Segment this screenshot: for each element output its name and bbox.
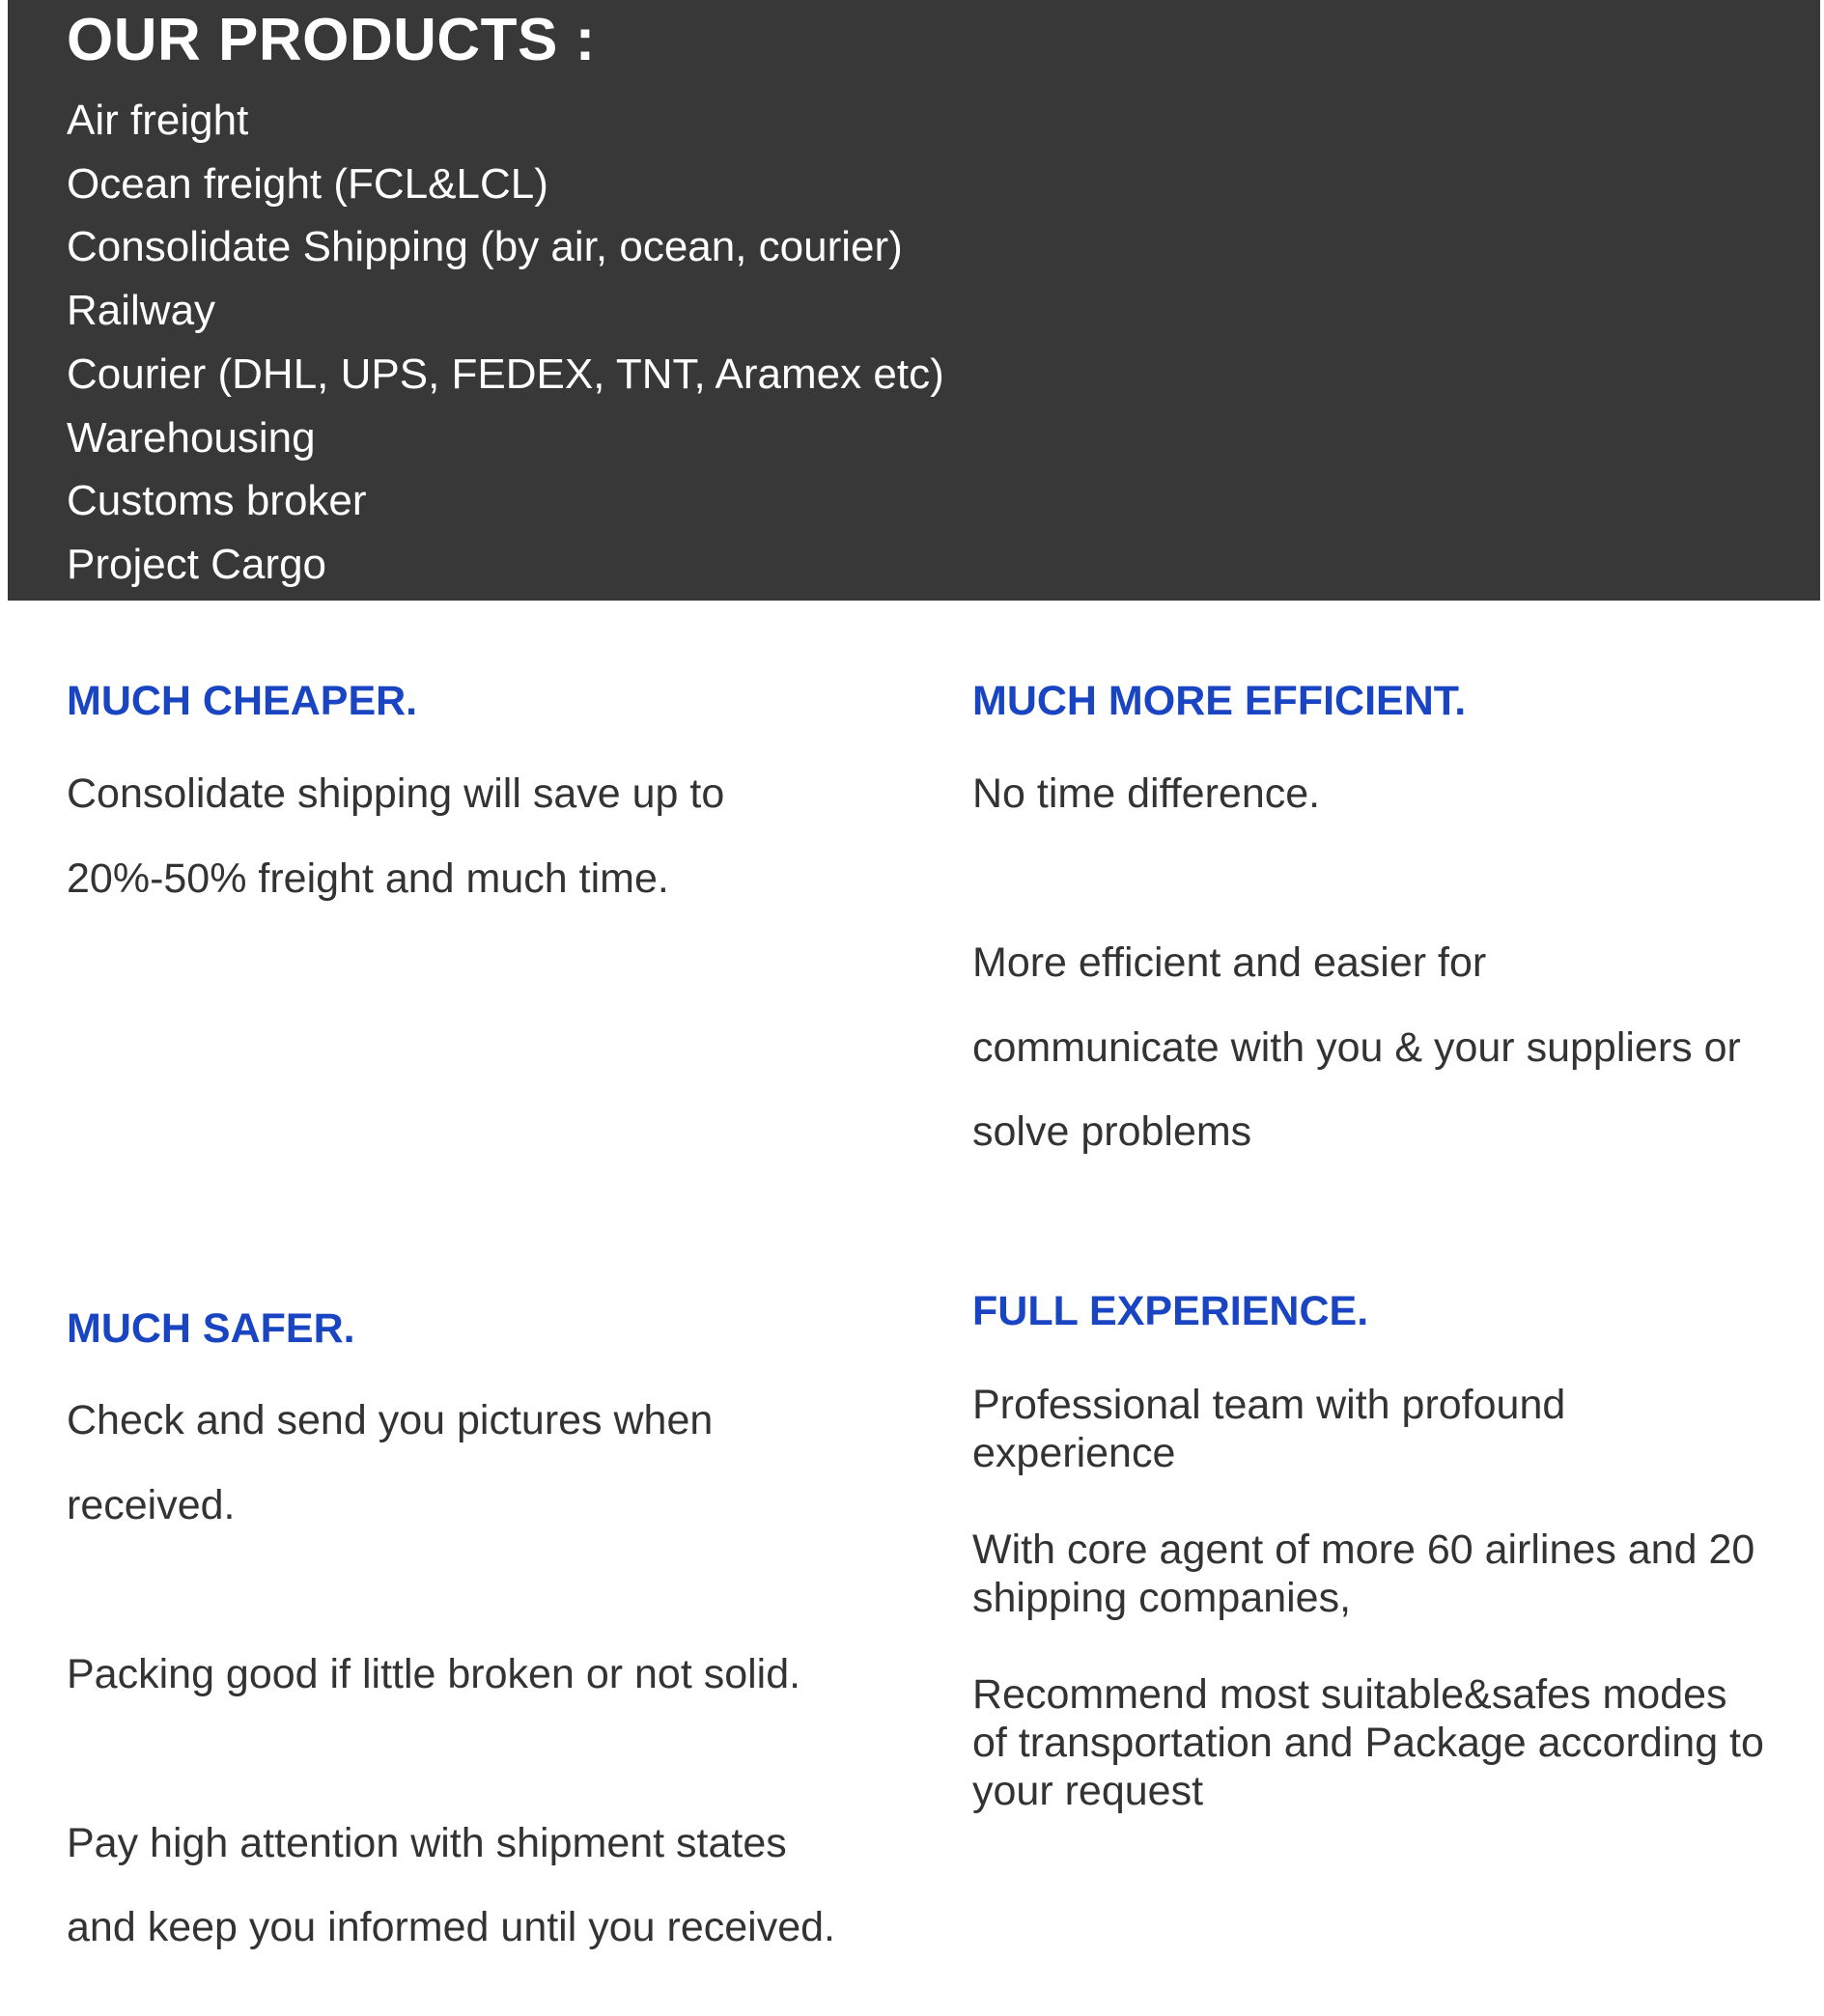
products-title: OUR PRODUCTS : — [67, 7, 596, 73]
feature-text-line: received. — [67, 1481, 236, 1528]
feature-much-safer — [67, 1305, 897, 1971]
paragraph-spacer — [67, 1717, 897, 1802]
feature-full-experience — [972, 1288, 1764, 1815]
feature-text-line: solve problems — [972, 1108, 1252, 1155]
feature-text-line: Pay high attention with shipment states — [67, 1819, 787, 1866]
product-item-customs-broker: Customs broker — [67, 477, 367, 525]
paragraph-spacer — [972, 837, 1803, 922]
feature-paragraph: Recommend most suitable&safes modes of transportation and Package according to your request — [972, 1671, 1764, 1814]
product-item-air-freight: Air freight — [67, 97, 249, 144]
feature-text-line: More efficient and easier for — [972, 939, 1487, 986]
feature-text-line: communicate with you & your suppliers or — [972, 1023, 1741, 1071]
feature-paragraph: With core agent of more 60 airlines and 20 shipping companies, — [972, 1526, 1755, 1621]
product-item-project-cargo: Project Cargo — [67, 540, 327, 588]
product-item-warehousing: Warehousing — [67, 413, 316, 462]
product-item-ocean-freight: Ocean freight (FCL&LCL) — [67, 159, 548, 208]
products-panel — [8, 0, 1820, 601]
product-item-consolidate-shipping: Consolidate Shipping (by air, ocean, courier) — [67, 223, 903, 271]
feature-heading: MUCH CHEAPER. — [67, 678, 418, 724]
feature-much-more-efficient — [972, 678, 1803, 1175]
feature-paragraph: Professional team with profound experience — [972, 1382, 1566, 1476]
feature-heading: FULL EXPERIENCE. — [972, 1288, 1369, 1334]
product-item-courier: Courier (DHL, UPS, FEDEX, TNT, Aramex etc) — [67, 350, 944, 398]
feature-heading: MUCH SAFER. — [67, 1305, 355, 1352]
feature-heading: MUCH MORE EFFICIENT. — [972, 678, 1467, 724]
paragraph-spacer — [67, 1548, 897, 1633]
feature-text-line: Check and send you pictures when — [67, 1397, 714, 1443]
feature-much-cheaper — [67, 678, 897, 921]
feature-text-line: Consolidate shipping will save up to — [67, 770, 725, 817]
product-item-railway: Railway — [67, 287, 216, 335]
products-list — [67, 89, 1820, 597]
feature-text-line: No time difference. — [972, 770, 1321, 817]
feature-text-line: Packing good if little broken or not solid. — [67, 1650, 801, 1697]
feature-text-line: 20%-50% freight and much time. — [67, 854, 669, 902]
feature-text-line: and keep you informed until you received. — [67, 1904, 835, 1950]
